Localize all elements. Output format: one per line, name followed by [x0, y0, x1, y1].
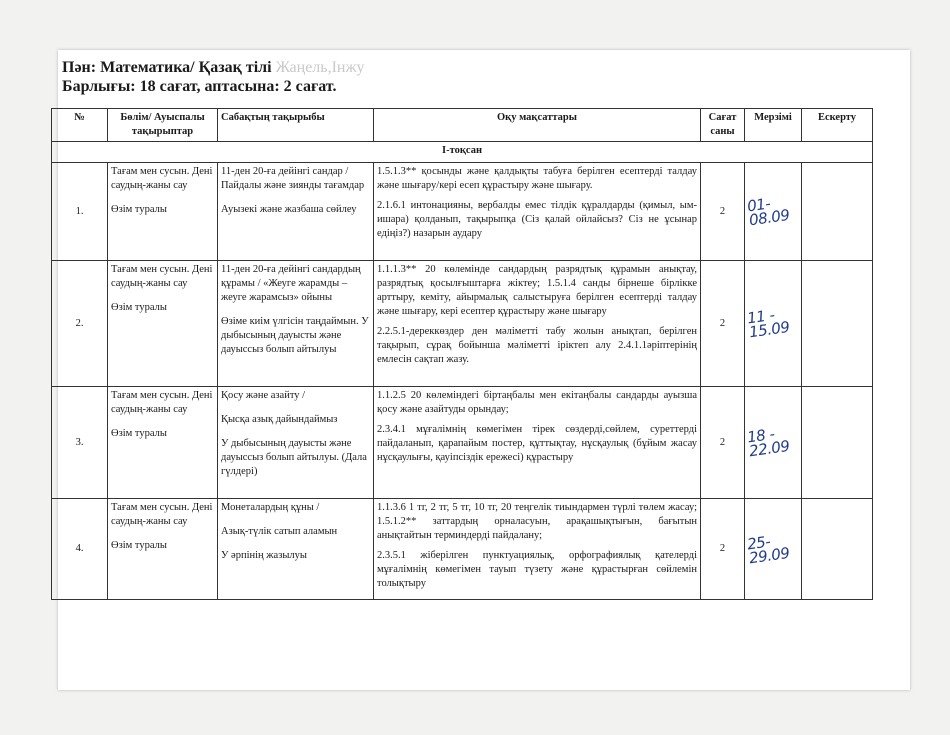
row-dates [745, 499, 802, 600]
row-hours: 2 [701, 163, 745, 261]
section-text: Өзім туралы [111, 302, 167, 313]
row-section [108, 163, 218, 261]
row-objectives [374, 261, 701, 387]
row-section [108, 387, 218, 499]
topic-text: Ауызекі және жазбаша сөйлеу [221, 204, 357, 215]
quarter-label: I-тоқсан [52, 142, 873, 163]
table-header-row [52, 109, 873, 142]
col-number: № [52, 109, 108, 142]
section-text: Тағам мен сусын. Дені саудың-жаны сау [111, 502, 213, 527]
row-objectives [374, 163, 701, 261]
row-hours: 2 [701, 261, 745, 387]
handwritten-date: 11 - 15.09 [746, 305, 791, 342]
topic-text: У дыбысының дауысты және дауыссыз болып айтылуы. (Дала гүлдері) [221, 438, 367, 477]
col-hours: Сағат саны [701, 109, 745, 142]
section-text: Тағам мен сусын. Дені саудың-жаны сау [111, 390, 213, 415]
col-section: Бөлім/ Ауыспалы тақырыптар [108, 109, 218, 142]
document-header [62, 58, 365, 96]
objective-text: 1.1.2.5 20 көлеміндегі біртаңбалы мен екітаңбалы сандарды ауызша қосу және азайтуды орындау; [377, 390, 697, 415]
row-number: 1. [52, 163, 108, 261]
row-topic [218, 499, 374, 600]
col-objectives: Оқу мақсаттары [374, 109, 701, 142]
topic-text: Азық-түлік сатып аламын [221, 526, 338, 537]
topic-text: Қысқа азық дайындаймыз [221, 414, 338, 425]
lesson-plan-table [51, 108, 873, 600]
row-number: 3. [52, 387, 108, 499]
section-text: Өзім туралы [111, 204, 167, 215]
section-text: Өзім туралы [111, 428, 167, 439]
handwritten-date: 18 - 22.09 [746, 424, 791, 461]
row-hours: 2 [701, 387, 745, 499]
row-note [802, 499, 873, 600]
row-note [802, 163, 873, 261]
row-section [108, 499, 218, 600]
faded-annotation: Жаңель,Інжу [275, 59, 365, 76]
section-text: Өзім туралы [111, 540, 167, 551]
table-row [52, 499, 873, 600]
row-topic [218, 163, 374, 261]
table-row [52, 387, 873, 499]
section-text: Тағам мен сусын. Дені саудың-жаны сау [111, 166, 213, 191]
topic-text: У әрпінің жазылуы [221, 550, 307, 561]
row-topic [218, 261, 374, 387]
row-note [802, 261, 873, 387]
objective-text: 2.3.4.1 мұғалімнің көмегімен тірек сөздерді,сөйлем, суреттерді пайдаланып, қарапайым постер, құттықтау, нұсқаулық (бұйым жасау нұсқаулығы, қауіпсіздік ережесі) құрастыру [377, 424, 697, 463]
topic-text: Өзіме киім үлгісін таңдаймын. У дыбысының дауысты және дауыссыз болып айтылуы [221, 316, 369, 355]
row-note [802, 387, 873, 499]
col-notes: Ескерту [802, 109, 873, 142]
row-objectives [374, 387, 701, 499]
subject-title: Пән: Математика/ Қазақ тілі [62, 59, 272, 76]
row-dates [745, 387, 802, 499]
row-topic [218, 387, 374, 499]
row-dates [745, 261, 802, 387]
quarter-row [52, 142, 873, 163]
row-hours: 2 [701, 499, 745, 600]
topic-text: Монеталардың құны / [221, 502, 320, 513]
handwritten-date: 25-29.09 [746, 531, 791, 567]
row-objectives [374, 499, 701, 600]
subject-line [62, 58, 365, 77]
col-topic: Сабақтың тақырыбы [218, 109, 374, 142]
row-dates [745, 163, 802, 261]
objective-text: 1.5.1.3** қосынды және қалдықты табуға берілген есептерді талдау және шығару/кері есеп құрастыру және шығару. [377, 166, 697, 191]
col-dates: Мерзімі [745, 109, 802, 142]
handwritten-date: 01-08.09 [746, 194, 791, 230]
objective-text: 2.3.5.1 жіберілген пунктуациялық, орфографиялық қателерді мұғалімнің көмегімен тауып түзету және құрастырған сөйлемін толықтыру [377, 550, 697, 589]
table-row [52, 163, 873, 261]
hours-line: Барлығы: 18 сағат, аптасына: 2 сағат. [62, 78, 337, 95]
objective-text: 2.1.6.1 интонацияны, вербалды емес тілдік құралдарды (қимыл, ым-ишара) қолданып, тақырыпқа (Сіз қалай ойлайсыз? Сіз не ұсынар едіңіз?) назарын аудару [377, 200, 697, 239]
row-number: 2. [52, 261, 108, 387]
section-text: Тағам мен сусын. Дені саудың-жаны сау [111, 264, 213, 289]
table-row [52, 261, 873, 387]
objective-text: 1.1.1.3** 20 көлемінде сандардың разрядтық құрамын анықтау, разрядтық қосылғыштарға жіктеу; 1.5.1.4 санды бірнеше бірлікке арттыру, кеміту, айырмалық салыстыруға берілген есептерді талдау және шығару, кері есептер құрастыру және шығару [377, 264, 697, 317]
topic-text: 11-ден 20-ға дейінгі сандардың құрамы / «Жеуге жарамды – жеуге жарамсыз» ойыны [221, 264, 361, 303]
row-number: 4. [52, 499, 108, 600]
objective-text: 1.1.3.6 1 тг, 2 тг, 5 тг, 10 тг, 20 теңгелік тиындармен түрлі төлем жасау; 1.5.1.2** заттардың орналасуын, арақашықтығын, бағытын анықтайтын терминдерді пайдалану; [377, 502, 697, 541]
row-section [108, 261, 218, 387]
topic-text: 11-ден 20-ға дейінгі сандар / Пайдалы және зиянды тағамдар [221, 166, 365, 191]
topic-text: Қосу және азайту / [221, 390, 306, 401]
objective-text: 2.2.5.1-дереккөздер ден мәліметті табу жолын анықтап, берілген тақырып, сұрақ бойынша мәліметті іріктеп алу 2.4.1.1әріптерінің емлесін сақтап жазу. [377, 326, 697, 365]
